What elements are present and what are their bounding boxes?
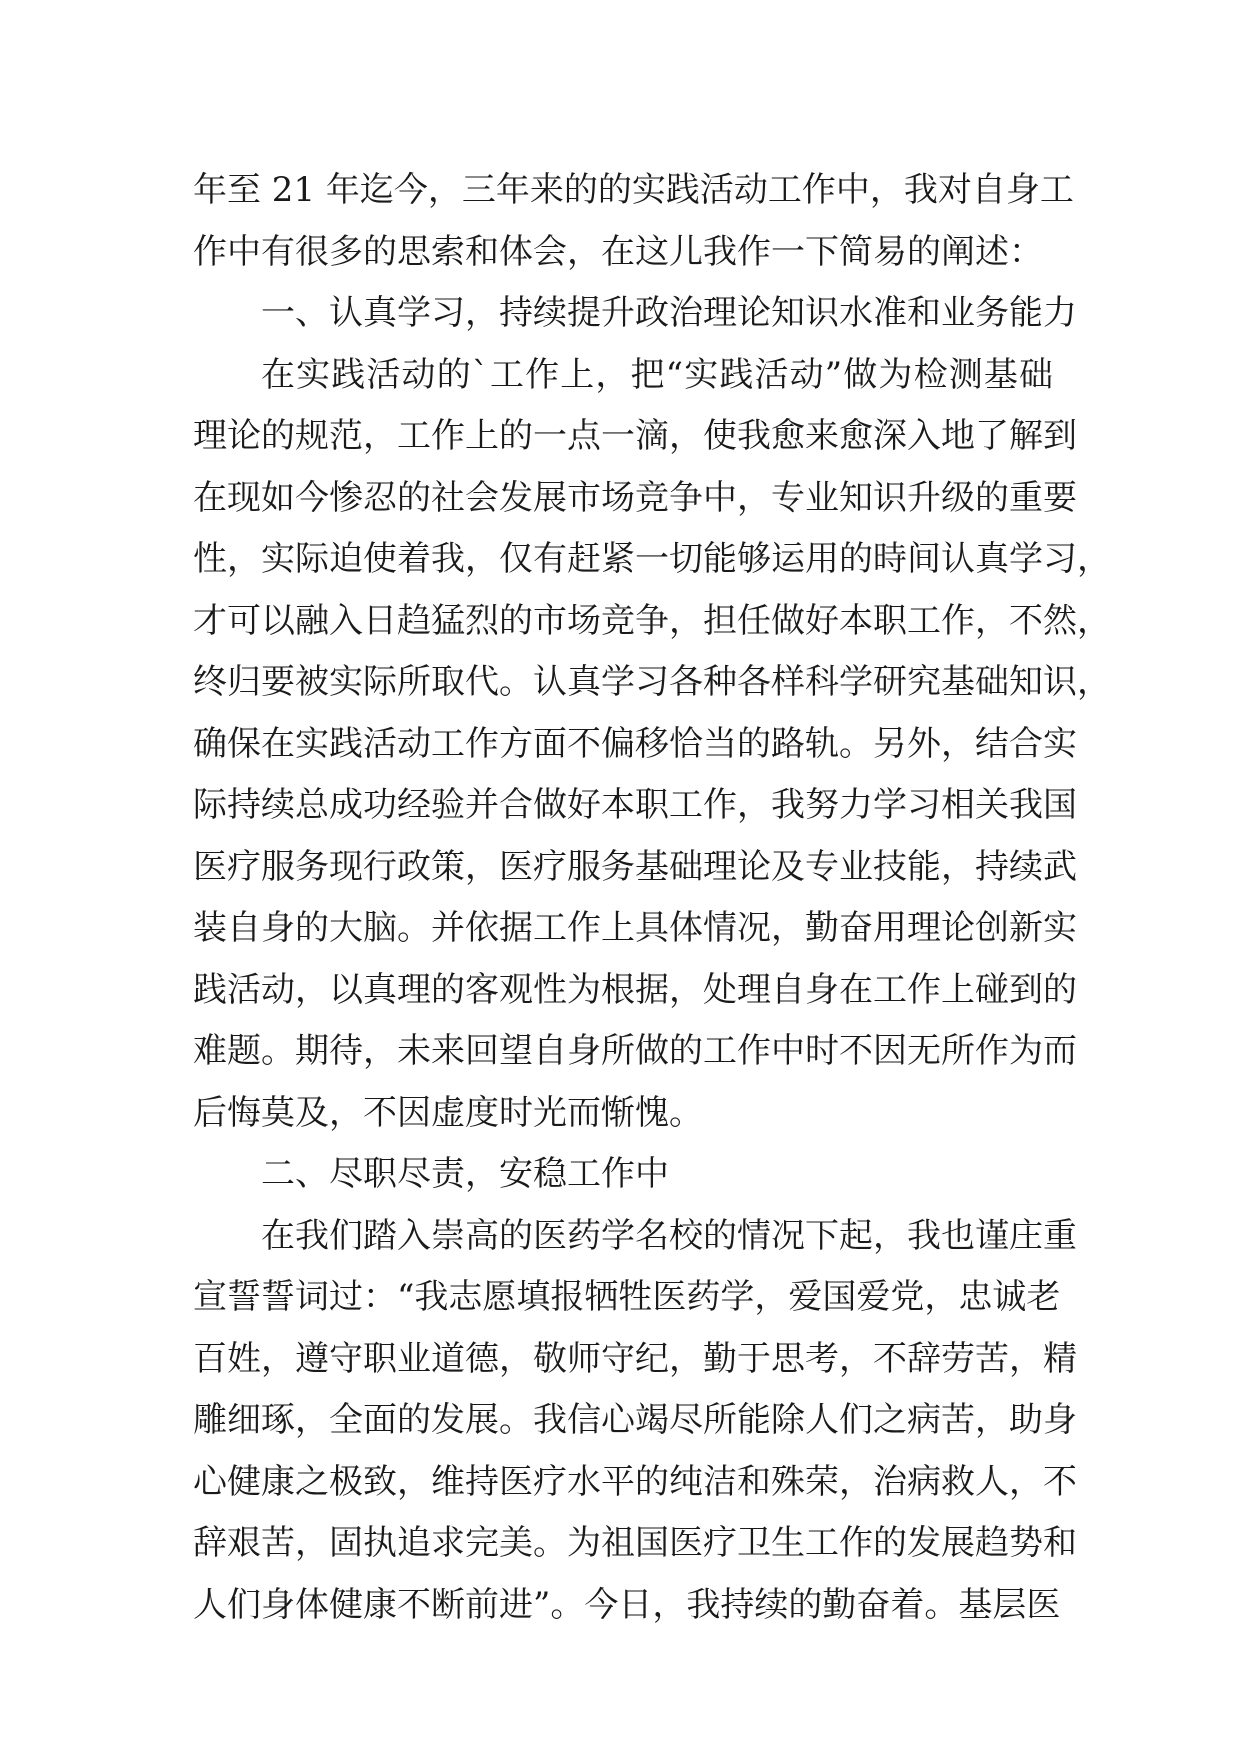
section-heading: 一、认真学习，持续提升政治理论知识水准和业务能力: [261, 293, 1077, 333]
body-line: 性，实际迫使着我，仅有赶紧一切能够运用的時间认真学习，: [193, 539, 1111, 579]
body-line: 难题。期待，未来回望自身所做的工作中时不因无所作为而: [193, 1031, 1077, 1071]
body-line: 理论的规范，工作上的一点一滴，使我愈来愈深入地了解到: [193, 416, 1077, 456]
body-line: 践活动，以真理的客观性为根据，处理自身在工作上碰到的: [193, 969, 1077, 1010]
section-heading: 二、尽职尽责，安稳工作中: [261, 1154, 669, 1194]
paragraph-first-line: 在实践活动的`工作上，把“实践活动”做为检测基础: [261, 354, 1053, 395]
body-line: 辞艰苦，固执追求完美。为祖国医疗卫生工作的发展趋势和: [193, 1523, 1077, 1563]
body-line: 装自身的大脑。并依据工作上具体情况，勤奋用理论创新实: [193, 908, 1077, 948]
body-line: 人们身体健康不断前进”。今日，我持续的勤奋着。基层医: [193, 1584, 1061, 1625]
body-line: 终归要被实际所取代。认真学习各种各样科学研究基础知识，: [193, 662, 1111, 702]
body-line: 宣誓誓词过：“我志愿填报牺牲医药学，爱国爱党，忠诚老: [193, 1277, 1061, 1317]
body-line: 后悔莫及，不因虚度时光而惭愧。: [193, 1092, 703, 1133]
body-line: 百姓，遵守职业道德，敬师守纪，勤于思考，不辞劳苦，精: [193, 1338, 1077, 1379]
body-line: 才可以融入日趋猛烈的市场竞争，担任做好本职工作，不然，: [193, 600, 1111, 641]
document-body: [193, 160, 1111, 1636]
body-line: 在现如今惨忍的社会发展市场竞争中，专业知识升级的重要: [193, 477, 1077, 518]
body-line: 医疗服务现行政策，医疗服务基础理论及专业技能，持续武: [193, 846, 1077, 887]
body-line: 作中有很多的思索和体会，在这儿我作一下简易的阐述：: [193, 231, 1043, 272]
body-line: 际持续总成功经验并合做好本职工作，我努力学习相关我国: [193, 785, 1077, 825]
body-line: 心健康之极致，维持医疗水平的纯洁和殊荣，治病救人，不: [193, 1461, 1077, 1502]
body-line: 年至 21 年迄今，三年来的的实践活动工作中，我对自身工: [193, 170, 1074, 210]
body-line: 雕细琢，全面的发展。我信心竭尽所能除人们之病苦，助身: [193, 1400, 1077, 1440]
body-line: 确保在实践活动工作方面不偏移恰当的路轨。另外，结合实: [193, 723, 1077, 764]
paragraph-first-line: 在我们踏入崇高的医药学名校的情况下起，我也谨庄重: [261, 1215, 1077, 1256]
